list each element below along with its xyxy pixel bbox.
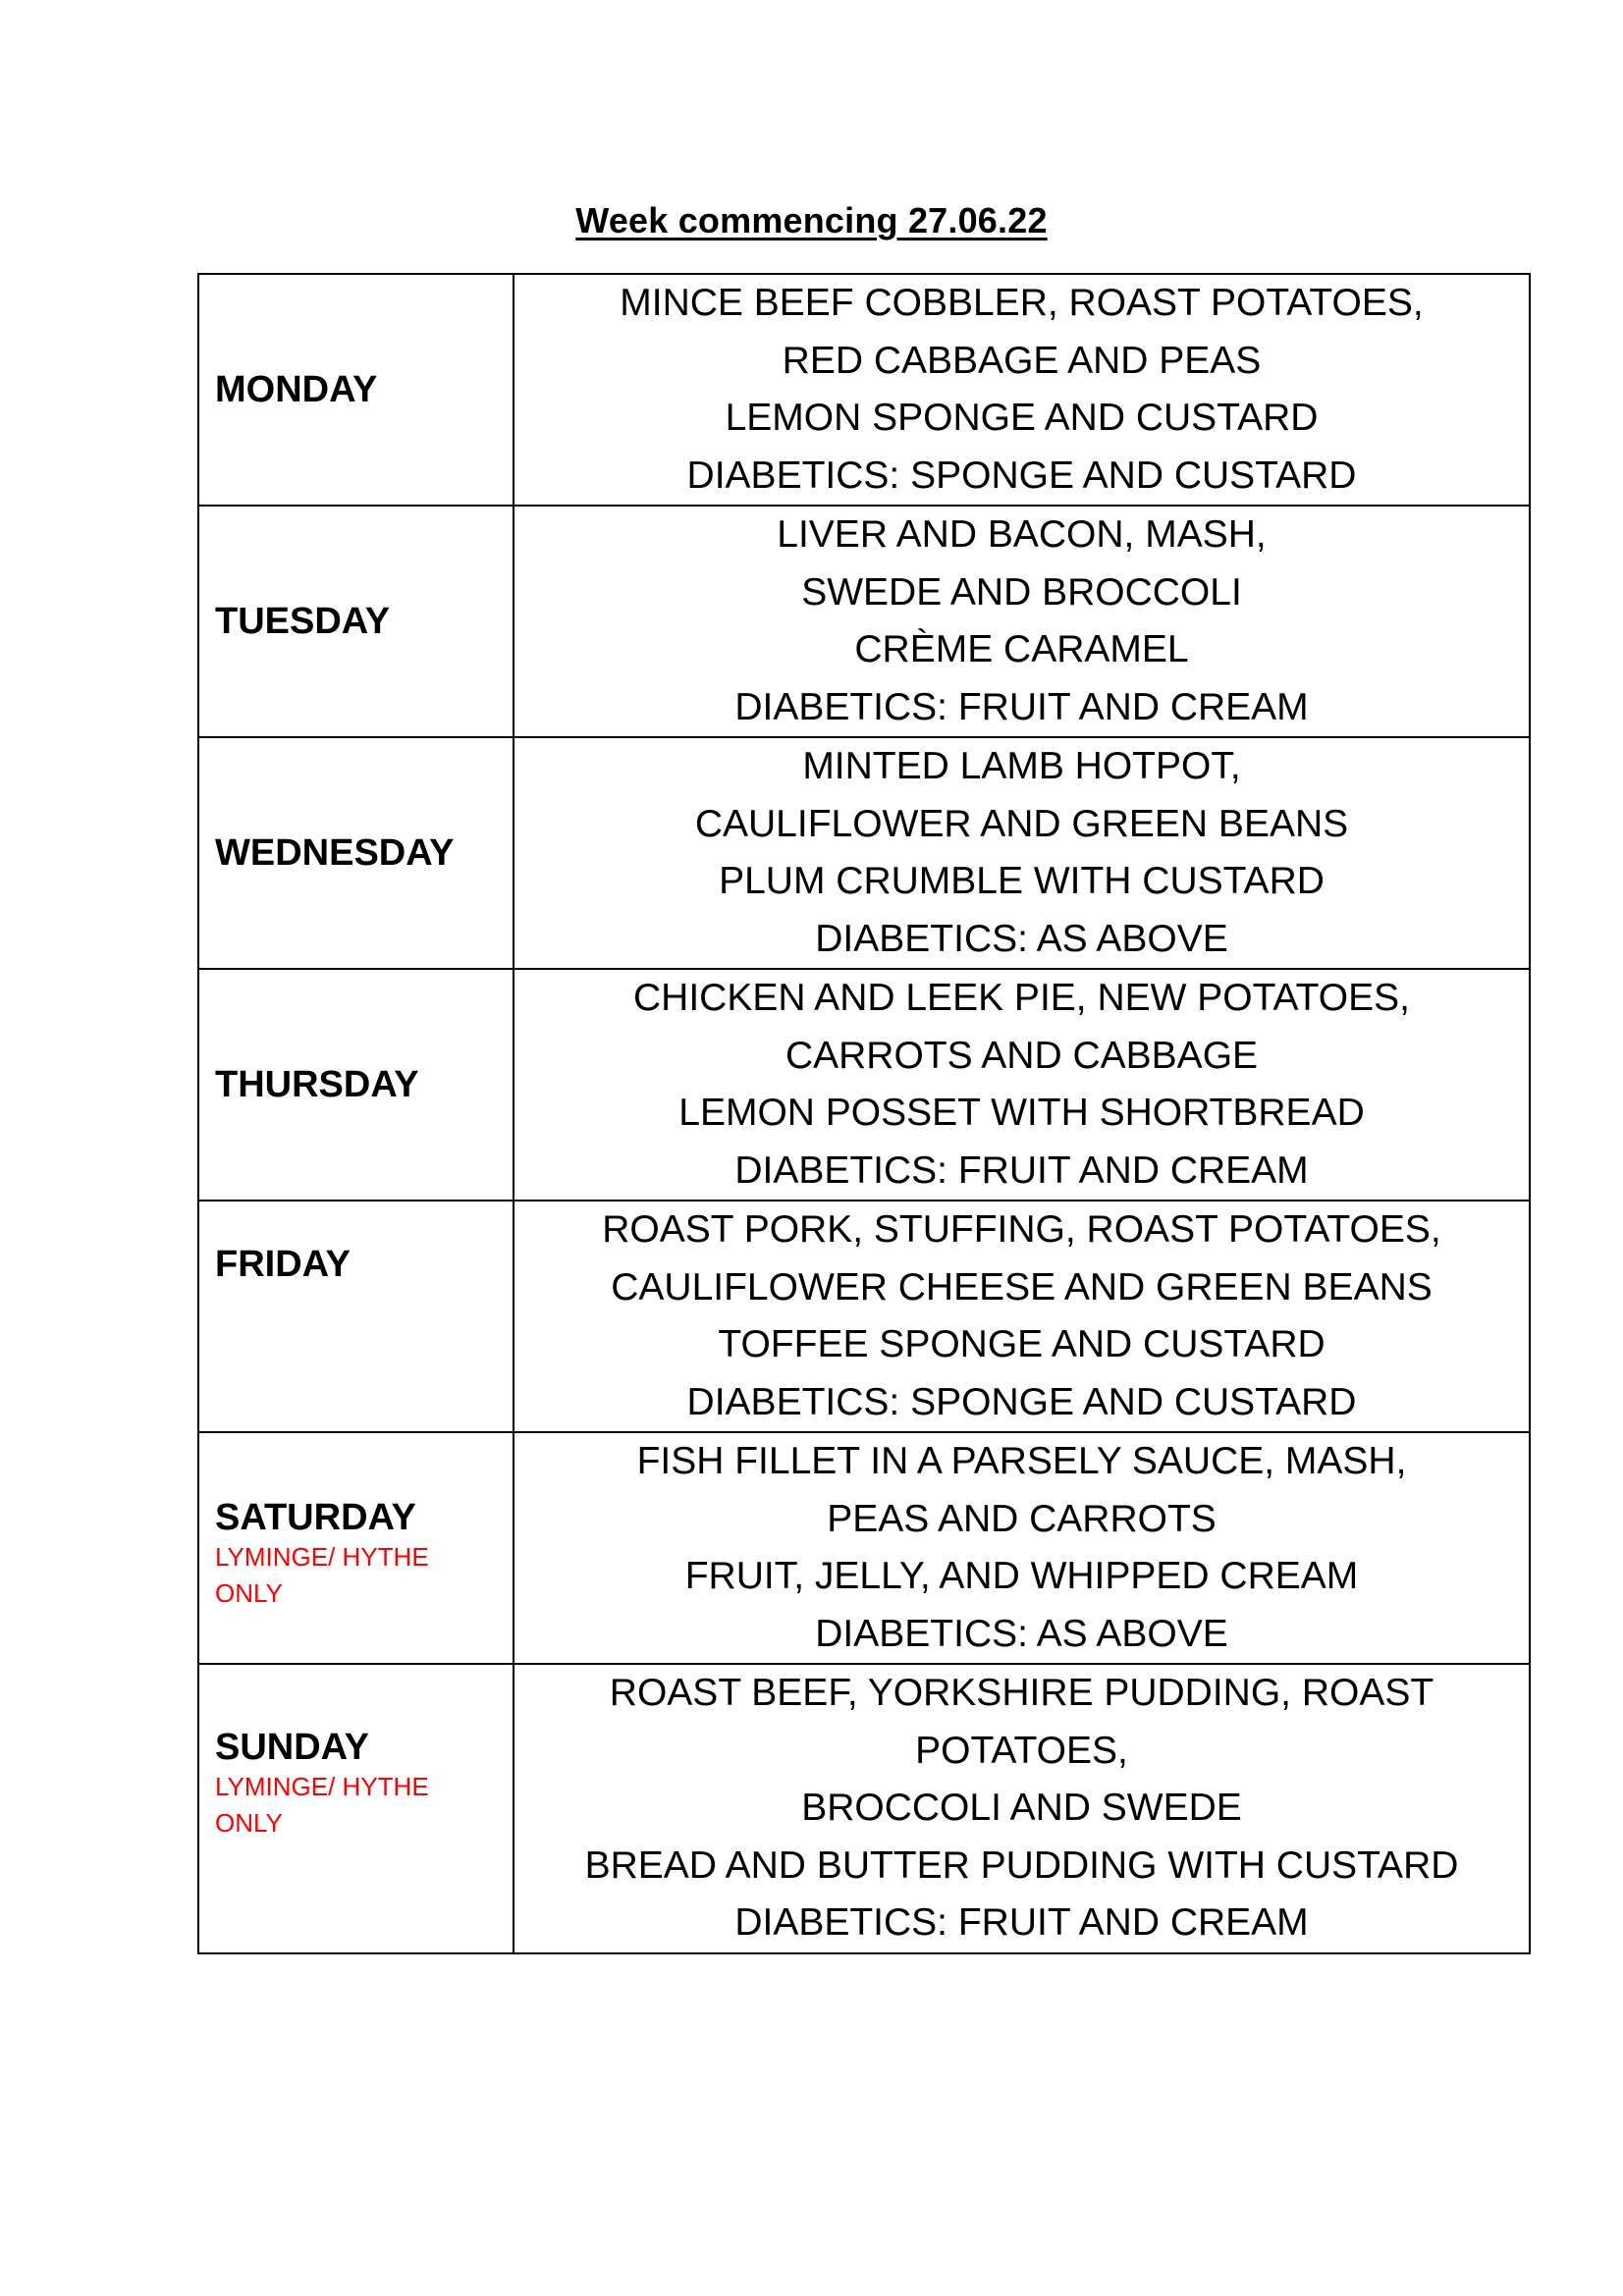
meal-line: CAULIFLOWER CHEESE AND GREEN BEANS bbox=[611, 1265, 1433, 1308]
dessert-line: CRÈME CARAMEL bbox=[854, 628, 1189, 670]
day-cell bbox=[198, 1664, 514, 1953]
menu-row-monday bbox=[198, 274, 1530, 506]
day-cell bbox=[198, 1201, 514, 1432]
day-name: MONDAY bbox=[215, 369, 378, 410]
meal-cell bbox=[514, 1432, 1530, 1664]
page-title: Week commencing 27.06.22 bbox=[575, 200, 1048, 240]
meal-line: LIVER AND BACON, MASH, bbox=[777, 513, 1267, 556]
menu-row-friday bbox=[198, 1201, 1530, 1432]
meal-line: FISH FILLET IN A PARSELY SAUCE, MASH, bbox=[636, 1440, 1407, 1482]
day-cell bbox=[198, 506, 514, 737]
day-cell bbox=[198, 737, 514, 969]
meal-line: RED CABBAGE AND PEAS bbox=[782, 339, 1262, 382]
dessert-line: TOFFEE SPONGE AND CUSTARD bbox=[718, 1323, 1325, 1365]
day-cell bbox=[198, 274, 514, 506]
diabetic-line: DIABETICS: FRUIT AND CREAM bbox=[734, 685, 1309, 728]
menu-row-wednesday bbox=[198, 737, 1530, 969]
day-name: TUESDAY bbox=[215, 601, 391, 642]
menu-row-sunday bbox=[198, 1664, 1530, 1953]
day-cell bbox=[198, 1432, 514, 1664]
dessert-line: LEMON POSSET WITH SHORTBREAD bbox=[678, 1092, 1365, 1134]
menu-row-thursday bbox=[198, 969, 1530, 1201]
day-name: WEDNESDAY bbox=[215, 832, 455, 874]
day-name: SUNDAY bbox=[215, 1727, 369, 1768]
dessert-line: PLUM CRUMBLE WITH CUSTARD bbox=[719, 860, 1325, 902]
day-name: THURSDAY bbox=[215, 1064, 419, 1105]
meal-line: PEAS AND CARROTS bbox=[827, 1497, 1217, 1540]
meal-line: ROAST BEEF, YORKSHIRE PUDDING, ROAST bbox=[609, 1672, 1434, 1714]
day-cell bbox=[198, 969, 514, 1201]
meal-line: MINCE BEEF COBBLER, ROAST POTATOES, bbox=[620, 282, 1424, 324]
diabetic-line: DIABETICS: FRUIT AND CREAM bbox=[734, 1148, 1309, 1192]
diabetic-line: DIABETICS: SPONGE AND CUSTARD bbox=[686, 454, 1357, 497]
dessert-line: FRUIT, JELLY, AND WHIPPED CREAM bbox=[684, 1555, 1359, 1597]
meal-cell bbox=[514, 1201, 1530, 1432]
meal-line: CARROTS AND CABBAGE bbox=[784, 1034, 1259, 1077]
meal-line: ROAST PORK, STUFFING, ROAST POTATOES, bbox=[602, 1208, 1441, 1251]
meal-cell bbox=[514, 1664, 1530, 1953]
location-note: LYMINGE/ HYTHE ONLY bbox=[215, 1772, 429, 1838]
location-note: LYMINGE/ HYTHE ONLY bbox=[215, 1542, 429, 1608]
meal-cell bbox=[514, 274, 1530, 506]
meal-line: SWEDE AND BROCCOLI bbox=[801, 570, 1242, 614]
diabetic-line: DIABETICS: AS ABOVE bbox=[815, 1612, 1228, 1655]
day-name: SATURDAY bbox=[215, 1497, 416, 1538]
diabetic-line: DIABETICS: SPONGE AND CUSTARD bbox=[686, 1380, 1357, 1423]
meal-cell bbox=[514, 737, 1530, 969]
meal-line: BROCCOLI AND SWEDE bbox=[801, 1787, 1242, 1829]
meal-line: POTATOES, bbox=[915, 1729, 1128, 1772]
meal-line: CAULIFLOWER AND GREEN BEANS bbox=[694, 802, 1349, 845]
meal-line: CHICKEN AND LEEK PIE, NEW POTATOES, bbox=[632, 977, 1410, 1019]
dessert-line: BREAD AND BUTTER PUDDING WITH CUSTARD bbox=[584, 1843, 1459, 1887]
diabetic-line: DIABETICS: AS ABOVE bbox=[815, 917, 1228, 960]
diabetic-line: DIABETICS: FRUIT AND CREAM bbox=[734, 1901, 1309, 1944]
menu-row-tuesday bbox=[198, 506, 1530, 737]
menu-row-saturday bbox=[198, 1432, 1530, 1664]
weekly-menu-table bbox=[197, 273, 1531, 1954]
meal-cell bbox=[514, 969, 1530, 1201]
dessert-line: LEMON SPONGE AND CUSTARD bbox=[725, 397, 1319, 439]
meal-line: MINTED LAMB HOTPOT, bbox=[802, 745, 1241, 787]
meal-cell bbox=[514, 506, 1530, 737]
day-name: FRIDAY bbox=[215, 1244, 351, 1285]
